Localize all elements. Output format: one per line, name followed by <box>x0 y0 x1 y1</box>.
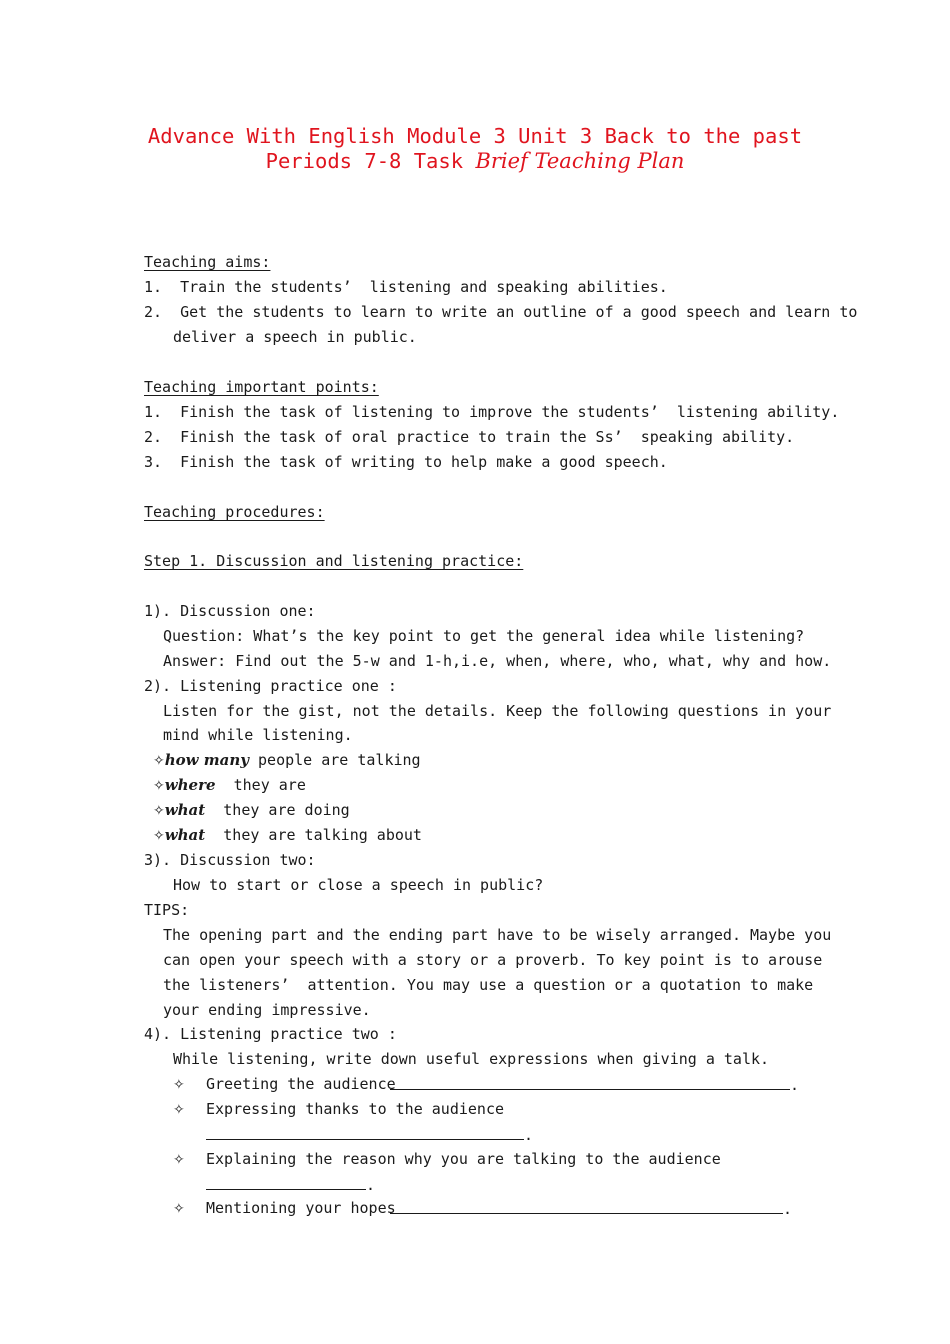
blank-row <box>390 1198 792 1219</box>
blank-row <box>206 1174 375 1195</box>
answer-blank[interactable] <box>390 1074 790 1090</box>
title-plain-part: Periods 7-8 Task <box>265 149 476 173</box>
point-item-3: 3. Finish the task of writing to help make a good speech. <box>144 453 668 471</box>
tips-line-4: your ending impressive. <box>163 1001 371 1019</box>
document-title-line-1: Advance With English Module 3 Unit 3 Back to the past <box>147 124 803 148</box>
title-italic-part: Brief Teaching Plan <box>475 149 685 173</box>
expression-item-hopes <box>173 1198 185 1219</box>
discussion-one-label: 1). Discussion one: <box>144 602 316 620</box>
step1-heading: Step 1. Discussion and listening practice: <box>144 552 524 570</box>
point-item-2: 2. Finish the task of oral practice to train the Ss’ speaking ability. <box>144 428 795 446</box>
star-bullet-icon: ✧ <box>153 778 165 794</box>
tips-label: TIPS: <box>144 901 190 919</box>
important-points-heading: Teaching important points: <box>144 378 379 396</box>
answer-blank[interactable] <box>206 1174 366 1190</box>
blank-row <box>206 1124 533 1145</box>
star-bullet-icon: ✧ <box>173 1102 185 1118</box>
question-bullet <box>153 775 306 796</box>
question-bullet <box>153 800 350 821</box>
bullet-text: people are talking <box>249 751 421 769</box>
discussion-two-question: How to start or close a speech in public? <box>173 876 544 894</box>
star-bullet-icon: ✧ <box>153 803 165 819</box>
aim-item-2: 2. Get the students to learn to write an outline of a good speech and learn to <box>144 303 858 321</box>
point-item-1: 1. Finish the task of listening to improve the students’ listening ability. <box>144 403 840 421</box>
bullet-emphasis: what <box>164 801 206 819</box>
blank-period: . <box>524 1126 534 1144</box>
document-title-line-2 <box>0 149 950 174</box>
tips-line-2: can open your speech with a story or a proverb. To key point is to arouse <box>163 951 823 969</box>
listening-two-label: 4). Listening practice two : <box>144 1025 397 1043</box>
star-bullet-icon: ✧ <box>173 1152 185 1168</box>
bullet-text: they are talking about <box>205 826 422 844</box>
answer-blank[interactable] <box>206 1124 524 1140</box>
tips-line-3: the listeners’ attention. You may use a question or a quotation to make <box>163 976 814 994</box>
expression-label: Expressing thanks to the audience <box>206 1100 505 1118</box>
blank-period: . <box>783 1200 793 1218</box>
teaching-aims-heading: Teaching aims: <box>144 253 271 271</box>
question-bullet <box>153 825 422 846</box>
discussion-two-label: 3). Discussion two: <box>144 851 316 869</box>
discussion-one-answer: Answer: Find out the 5-w and 1-h,i.e, when, where, who, what, why and how. <box>163 652 832 670</box>
blank-period: . <box>790 1076 800 1094</box>
bullet-emphasis: where <box>164 776 216 794</box>
expression-label: Explaining the reason why you are talking to the audience <box>206 1150 721 1168</box>
expression-item-reason <box>173 1149 185 1170</box>
star-bullet-icon: ✧ <box>153 828 165 844</box>
bullet-emphasis: what <box>164 826 206 844</box>
listening-one-label: 2). Listening practice one : <box>144 677 397 695</box>
star-bullet-icon: ✧ <box>173 1201 185 1217</box>
blank-period: . <box>366 1176 376 1194</box>
expression-item-greeting <box>173 1074 185 1095</box>
bullet-emphasis: how many <box>164 751 249 769</box>
aim-item-1: 1. Train the students’ listening and speaking abilities. <box>144 278 668 296</box>
star-bullet-icon: ✧ <box>153 753 165 769</box>
blank-row <box>390 1074 799 1095</box>
listening-two-instruction: While listening, write down useful expressions when giving a talk. <box>173 1050 770 1068</box>
listening-one-text-1: Listen for the gist, not the details. Keep the following questions in your <box>163 702 832 720</box>
listening-one-text-2: mind while listening. <box>163 726 353 744</box>
expression-label: Mentioning your hopes <box>206 1199 396 1217</box>
answer-blank[interactable] <box>390 1198 783 1214</box>
aim-item-2-continued: deliver a speech in public. <box>173 328 417 346</box>
expression-item-thanks <box>173 1099 185 1120</box>
procedures-heading: Teaching procedures: <box>144 503 325 521</box>
bullet-text: they are doing <box>205 801 350 819</box>
tips-line-1: The opening part and the ending part have to be wisely arranged. Maybe you <box>163 926 832 944</box>
bullet-text: they are <box>215 776 306 794</box>
question-bullet <box>153 750 421 771</box>
discussion-one-question: Question: What’s the key point to get the general idea while listening? <box>163 627 805 645</box>
expression-label: Greeting the audience <box>206 1075 396 1093</box>
star-bullet-icon: ✧ <box>173 1077 185 1093</box>
